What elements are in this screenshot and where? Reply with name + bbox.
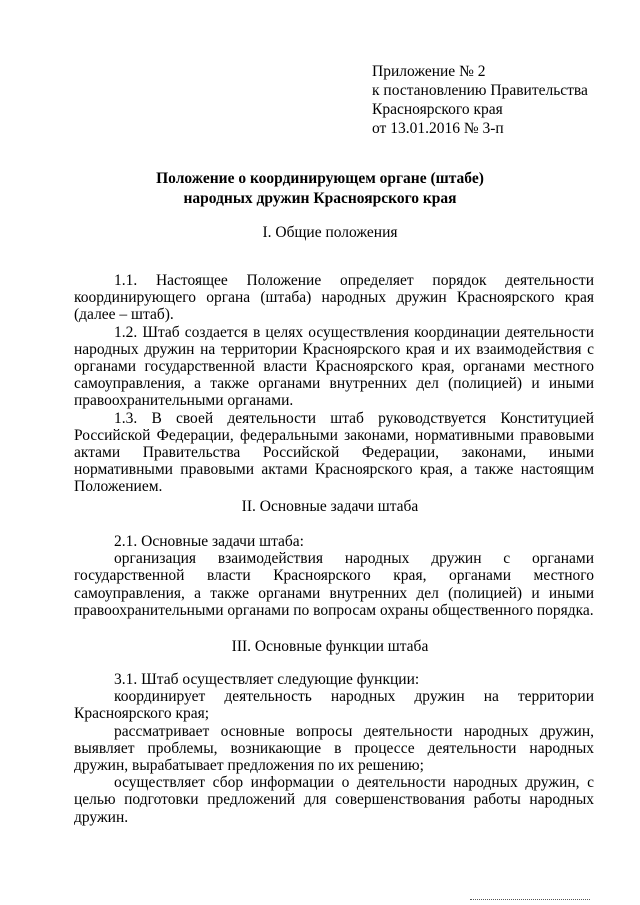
appendix-region: Красноярского края [372, 101, 503, 118]
paragraph-2-tasks: организация взаимодействия народных дружин с органами государственной власти Красноярского края, органами местного самоуправления, а также органами внутренних дел (полицией) и иными правоохранительными органами по вопросам охраны общественного порядка. [74, 550, 594, 619]
paragraph-3-reviews: рассматривает основные вопросы деятельности народных дружин, выявляет проблемы, возникающие в процессе деятельности народных дружин, вырабатывает предложения по их решению; [74, 722, 594, 775]
section-1-heading: I. Общие положения [262, 224, 398, 241]
scan-artifact [470, 899, 590, 902]
paragraph-3-collects: осуществляет сбор информации о деятельности народных дружин, с целью подготовки предложений для совершенствования работы народных дружин. [74, 774, 594, 826]
paragraph-1-2: 1.2. Штаб создается в целях осуществления координации деятельности народных дружин на территории Красноярского края и их взаимодействия с органами государственной власти Красноярского края, органами местного самоуправления, а также органами внутренних дел (полицией) и иными правоохранительными органами. [74, 323, 594, 410]
appendix-reference: к постановлению Правительства [372, 82, 588, 99]
paragraph-3-coordinates: координирует деятельность народных дружин на территории Красноярского края; [74, 688, 594, 723]
paragraph-1-3: 1.3. В своей деятельности штаб руководствуется Конституцией Российской Федерации, федеральными законами, нормативными правовыми актами Правительства Российской Федерации, законами, иными нормативными правовыми актами Красноярского края, а также настоящим Положением. [74, 409, 594, 496]
paragraph-3-1: 3.1. Штаб осуществляет следующие функции: [114, 671, 420, 688]
section-1-body [74, 272, 594, 496]
section-2-heading: II. Основные задачи штаба [241, 498, 419, 515]
document-title [0, 169, 640, 209]
appendix-date: от 13.01.2016 № 3-п [372, 120, 504, 137]
section-3-body [74, 671, 594, 826]
paragraph-2-1: 2.1. Основные задачи штаба: [114, 533, 304, 550]
title-line-1: Положение о координирующем органе (штабе) [156, 170, 484, 187]
title-line-2: народных дружин Красноярского края [183, 190, 457, 207]
section-3-heading: III. Основные функции штаба [231, 638, 429, 655]
section-2-body [74, 533, 594, 619]
appendix-number: Приложение № 2 [372, 63, 486, 80]
paragraph-1-1: 1.1. Настоящее Положение определяет порядок деятельности координирующего органа (штаба) народных дружин Красноярского края (далее – штаб). [74, 272, 594, 324]
appendix-block [372, 62, 588, 138]
